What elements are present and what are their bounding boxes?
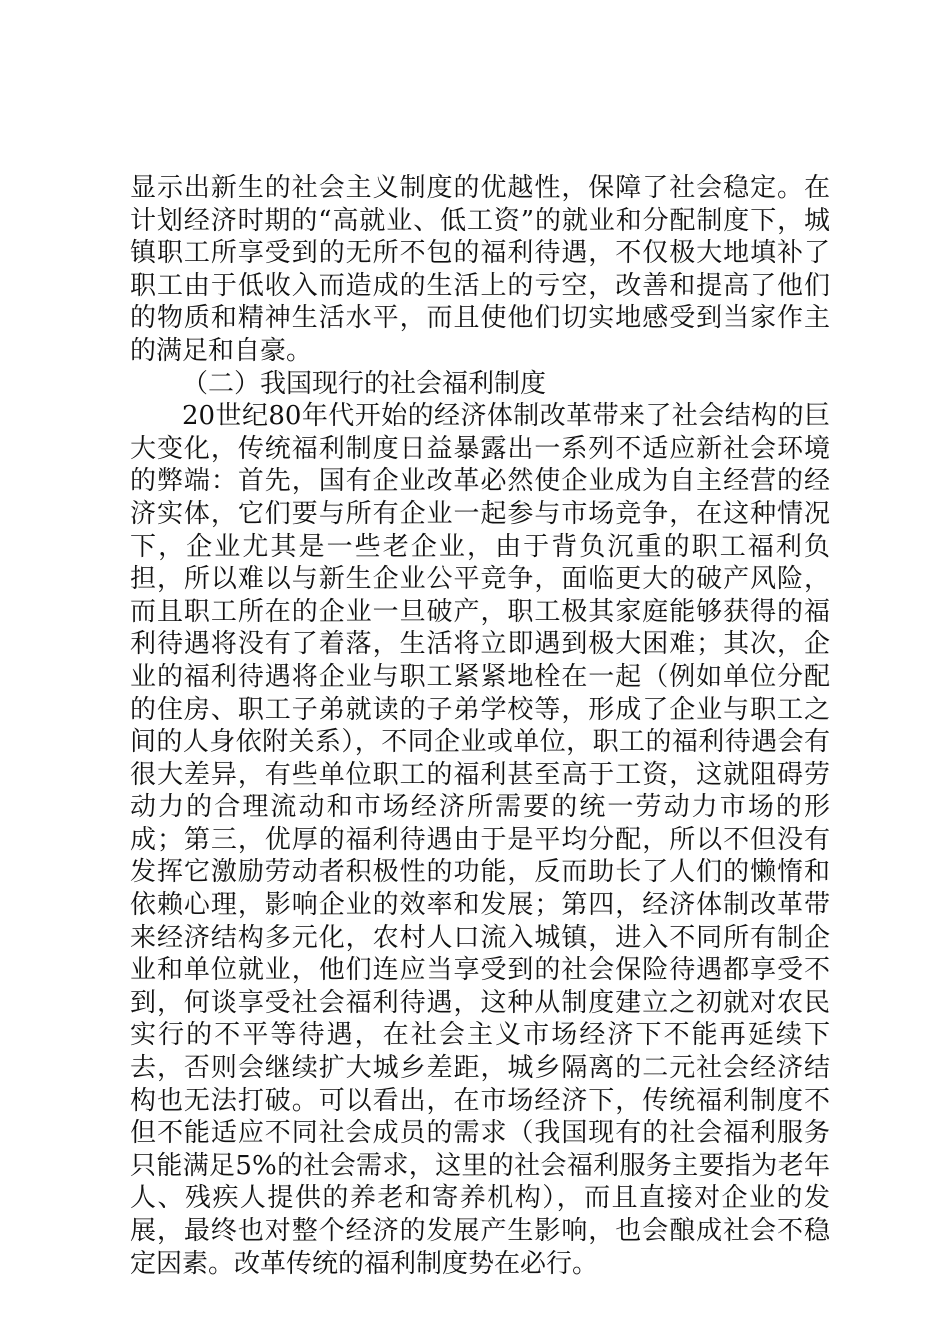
body-text [130,172,830,1280]
paragraph-body: 20世纪80年代开始的经济体制改革带来了社会结构的巨大变化，传统福利制度日益暴露出一系列不适应新社会环境的弊端：首先，国有企业改革必然使企业成为自主经营的经济实体，它们要与所有企业一起参与市场竞争，在这种情况下，企业尤其是一些老企业，由于背负沉重的职工福利负担，所以难以与新生企业公平竞争，面临更大的破产风险，而且职工所在的企业一旦破产，职工极其家庭能够获得的福利待遇将没有了着落，生活将立即遇到极大困难；其次，企业的福利待遇将企业与职工紧紧地栓在一起（例如单位分配的住房、职工子弟就读的子弟学校等，形成了企业与职工之间的人身依附关系），不同企业或单位，职工的福利待遇会有很大差异，有些单位职工的福利甚至高于工资，这就阻碍劳动力的合理流动和市场经济所需要的统一劳动力市场的形成；第三，优厚的福利待遇由于是平均分配，所以不但没有发挥它激励劳动者积极性的功能，反而助长了人们的懒惰和依赖心理，影响企业的效率和发展；第四，经济体制改革带来经济结构多元化，农村人口流入城镇，进入不同所有制企业和单位就业，他们连应当享受到的社会保险待遇都享受不到，何谈享受社会福利待遇，这种从制度建立之初就对农民实行的不平等待遇，在社会主义市场经济下不能再延续下去，否则会继续扩大城乡差距，城乡隔离的二元社会经济结构也无法打破。可以看出，在市场经济下，传统福利制度不但不能适应不同社会成员的需求（我国现有的社会福利服务只能满足5%的社会需求，这里的社会福利服务主要指为老年人、残疾人提供的养老和寄养机构），而且直接对企业的发展，最终也对整个经济的发展产生影响，也会酿成社会不稳定因素。改革传统的福利制度势在必行。 [130,401,830,1279]
section-heading: （二）我国现行的社会福利制度 [182,368,547,399]
paragraph-continuation: 显示出新生的社会主义制度的优越性，保障了社会稳定。在计划经济时期的“高就业、低工资”的就业和分配制度下，城镇职工所享受到的无所不包的福利待遇，不仅极大地填补了职工由于低收入而造成的生活上的亏空，改善和提高了他们的物质和精神生活水平，而且使他们切实地感受到当家作主的满足和自豪。 [130,173,830,366]
